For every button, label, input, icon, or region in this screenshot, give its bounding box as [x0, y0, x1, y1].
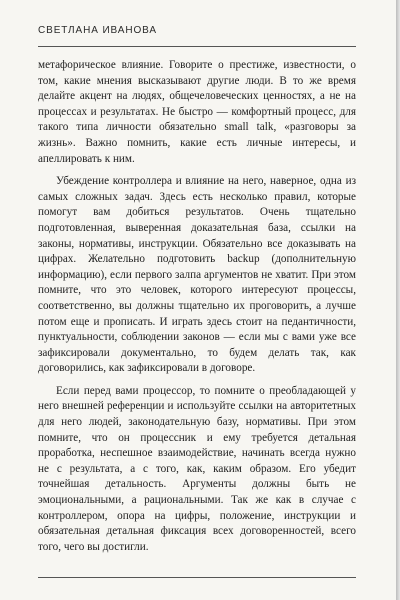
running-header-author: СВЕТЛАНА ИВАНОВА: [38, 25, 157, 36]
page-body-text: [38, 58, 356, 555]
header-rule: [38, 46, 356, 47]
paragraph-1: метафорическое влияние. Говорите о престиже, известности, о том, какие мнения высказывают другие люди. В то же время делайте акцент на людях, общечеловеческих ценностях, а не на процессах и результатах. Не быстро — комфортный процесс, для такого типа личности обязательно small talk, «разговоры за жизнь». Важно помнить, какие есть личные интересы, и апеллировать к ним.: [38, 59, 356, 165]
paragraph-2: Убеждение контроллера и влияние на него, наверное, одна из самых сложных задач. Здесь есть несколько правил, которые помогут вам добиться результатов. Очень тщательно подготовленная, выверенная доказательная база, ссылки на законы, нормативы, инструкции. Обязательно все доказывать на цифрах. Желательно подготовить backup (дополнительную информацию), если первого залпа аргументов не хватит. При этом помните, что это человек, которого интересуют процессы, соответственно, вы должны тщательно их проговорить, а лучше потом еще и прописать. И играть здесь стоит на педантичности, пунктуальности, соблюдении законов — если мы с вами уже все зафиксировали документально, то будем делать так, как договорились, как зафиксировали в договоре.: [38, 175, 356, 375]
footer-rule: [38, 577, 356, 578]
paragraph-3: Если перед вами процессор, то помните о преобладающей у него внешней референции и используйте ссылки на авторитетных для него людей, законодательную базу, нормативы. При этом помните, что он процессник и ему требуется детальная проработка, неспешное взаимодействие, начинать всегда нужно не с результата, а с того, как, каким образом. Его убедит точнейшая детальность. Аргументы должны быть не эмоциональными, а рациональными. Так же как в случае с контроллером, опора на цифры, положение, инструкции и обязательная детальная фиксация всех договоренностей, всего того, чего вы достигли.: [38, 384, 356, 553]
page-edge: [396, 0, 400, 600]
